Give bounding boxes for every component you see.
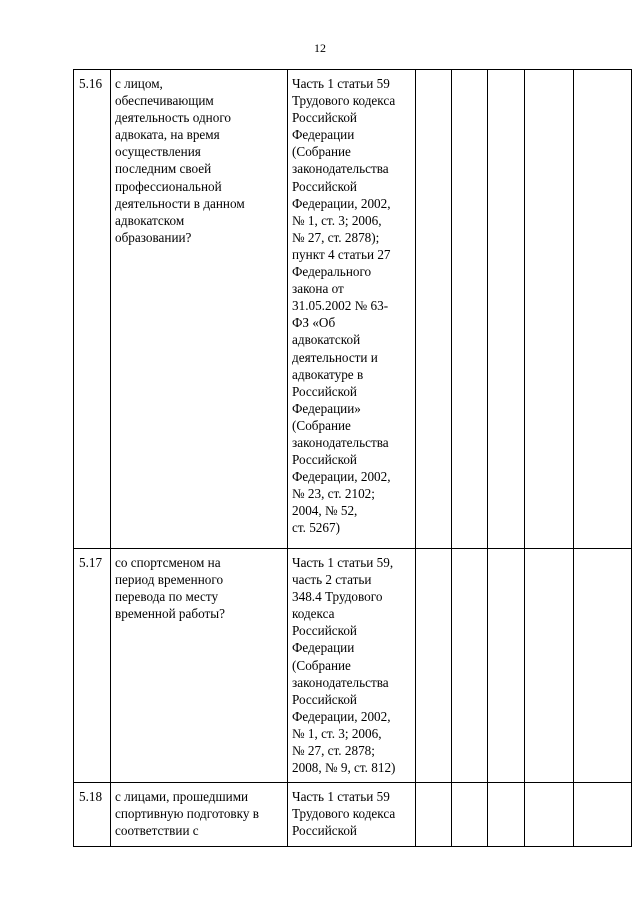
question-line: период временного: [115, 572, 224, 588]
legal-reference-line: № 1, ст. 3; 2006,: [292, 212, 382, 228]
legal-reference-line: часть 2 статьи: [292, 572, 372, 588]
legal-reference-line: законодательства: [292, 434, 389, 450]
legal-reference-line: № 1, ст. 3; 2006,: [292, 725, 382, 741]
legal-reference-line: Федерации, 2002,: [292, 195, 391, 211]
question-line: с лицами, прошедшими: [115, 789, 249, 804]
legal-reference-line: № 23, ст. 2102;: [292, 486, 375, 502]
legal-reference-line: Федерального: [292, 264, 372, 280]
legal-reference-line: Часть 1 статьи 59: [292, 76, 390, 91]
answer-cell: [574, 549, 632, 783]
answer-cell: [452, 783, 488, 847]
question-line: со спортсменом на: [115, 555, 221, 570]
question-line: перевода по месту: [115, 589, 219, 605]
answer-cell: [574, 783, 632, 847]
legal-reference-line: законодательства: [292, 161, 389, 177]
question-line: деятельности в данном: [115, 195, 245, 211]
legal-reference-line: пункт 4 статьи 27: [292, 246, 391, 262]
row-number: 5.17: [74, 549, 111, 783]
legal-reference-line: Часть 1 статьи 59,: [292, 555, 394, 570]
legal-reference-line: Федерации, 2002,: [292, 469, 391, 485]
question-line: профессиональной: [115, 178, 222, 194]
answer-cell: [452, 70, 488, 549]
question-line: обеспечивающим: [115, 93, 214, 109]
legal-reference-line: Российской: [292, 452, 357, 468]
question-line: временной работы?: [115, 606, 225, 622]
legal-reference-line: № 27, ст. 2878;: [292, 743, 375, 759]
question-line: осуществления: [115, 144, 201, 160]
table-row: [74, 549, 632, 783]
answer-cell: [488, 783, 525, 847]
legal-reference-line: адвокатуре в: [292, 366, 364, 382]
question-cell: [111, 549, 288, 783]
answer-cell: [452, 549, 488, 783]
legal-reference-line: законодательства: [292, 674, 389, 690]
checklist-table: [73, 69, 632, 847]
question-cell: [111, 70, 288, 549]
legal-reference-line: Российской: [292, 383, 357, 399]
legal-reference-cell: [288, 783, 416, 847]
legal-reference-line: 2008, № 9, ст. 812): [292, 760, 396, 776]
legal-reference-cell: [288, 70, 416, 549]
legal-reference-line: № 27, ст. 2878);: [292, 229, 380, 245]
legal-reference-line: Федерации: [292, 640, 355, 656]
legal-reference-line: Федерации»: [292, 400, 361, 416]
answer-cell: [416, 549, 452, 783]
legal-reference-line: Российской: [292, 623, 357, 639]
question-line: образовании?: [115, 229, 192, 245]
legal-reference-line: закона от: [292, 281, 344, 297]
legal-reference-line: Российской: [292, 823, 357, 839]
question-line: деятельность одного: [115, 110, 231, 126]
legal-reference-line: 348.4 Трудового: [292, 589, 383, 605]
legal-reference-line: 2004, № 52,: [292, 503, 358, 519]
legal-reference-line: Федерации, 2002,: [292, 708, 391, 724]
legal-reference-line: (Собрание: [292, 657, 351, 673]
table-row: [74, 70, 632, 549]
answer-cell: [525, 70, 574, 549]
question-line: соответствии с: [115, 823, 199, 839]
answer-cell: [416, 783, 452, 847]
answer-cell: [525, 783, 574, 847]
legal-reference-line: Трудового кодекса: [292, 806, 396, 822]
legal-reference-line: ФЗ «Об: [292, 315, 336, 331]
page-number: 12: [314, 41, 326, 55]
answer-cell: [488, 549, 525, 783]
answer-cell: [525, 549, 574, 783]
legal-reference-line: ст. 5267): [292, 520, 340, 536]
answer-cell: [488, 70, 525, 549]
question-line: адвоката, на время: [115, 127, 220, 143]
legal-reference-line: деятельности и: [292, 349, 378, 365]
question-cell: [111, 783, 288, 847]
legal-reference-line: Часть 1 статьи 59: [292, 789, 390, 804]
row-number: 5.18: [74, 783, 111, 847]
legal-reference-line: адвокатской: [292, 332, 361, 348]
legal-reference-line: Российской: [292, 110, 357, 126]
question-line: адвокатском: [115, 212, 185, 228]
question-line: с лицом,: [115, 76, 163, 91]
legal-reference-line: 31.05.2002 № 63-: [292, 298, 389, 314]
legal-reference-line: (Собрание: [292, 144, 351, 160]
legal-reference-line: Федерации: [292, 127, 355, 143]
answer-cell: [574, 70, 632, 549]
legal-reference-line: (Собрание: [292, 417, 351, 433]
question-line: последним своей: [115, 161, 212, 177]
row-number: 5.16: [74, 70, 111, 549]
legal-reference-cell: [288, 549, 416, 783]
legal-reference-line: Российской: [292, 691, 357, 707]
question-line: спортивную подготовку в: [115, 806, 259, 822]
table-row: [74, 783, 632, 847]
legal-reference-line: Российской: [292, 178, 357, 194]
answer-cell: [416, 70, 452, 549]
legal-reference-line: кодекса: [292, 606, 335, 622]
legal-reference-line: Трудового кодекса: [292, 93, 396, 109]
